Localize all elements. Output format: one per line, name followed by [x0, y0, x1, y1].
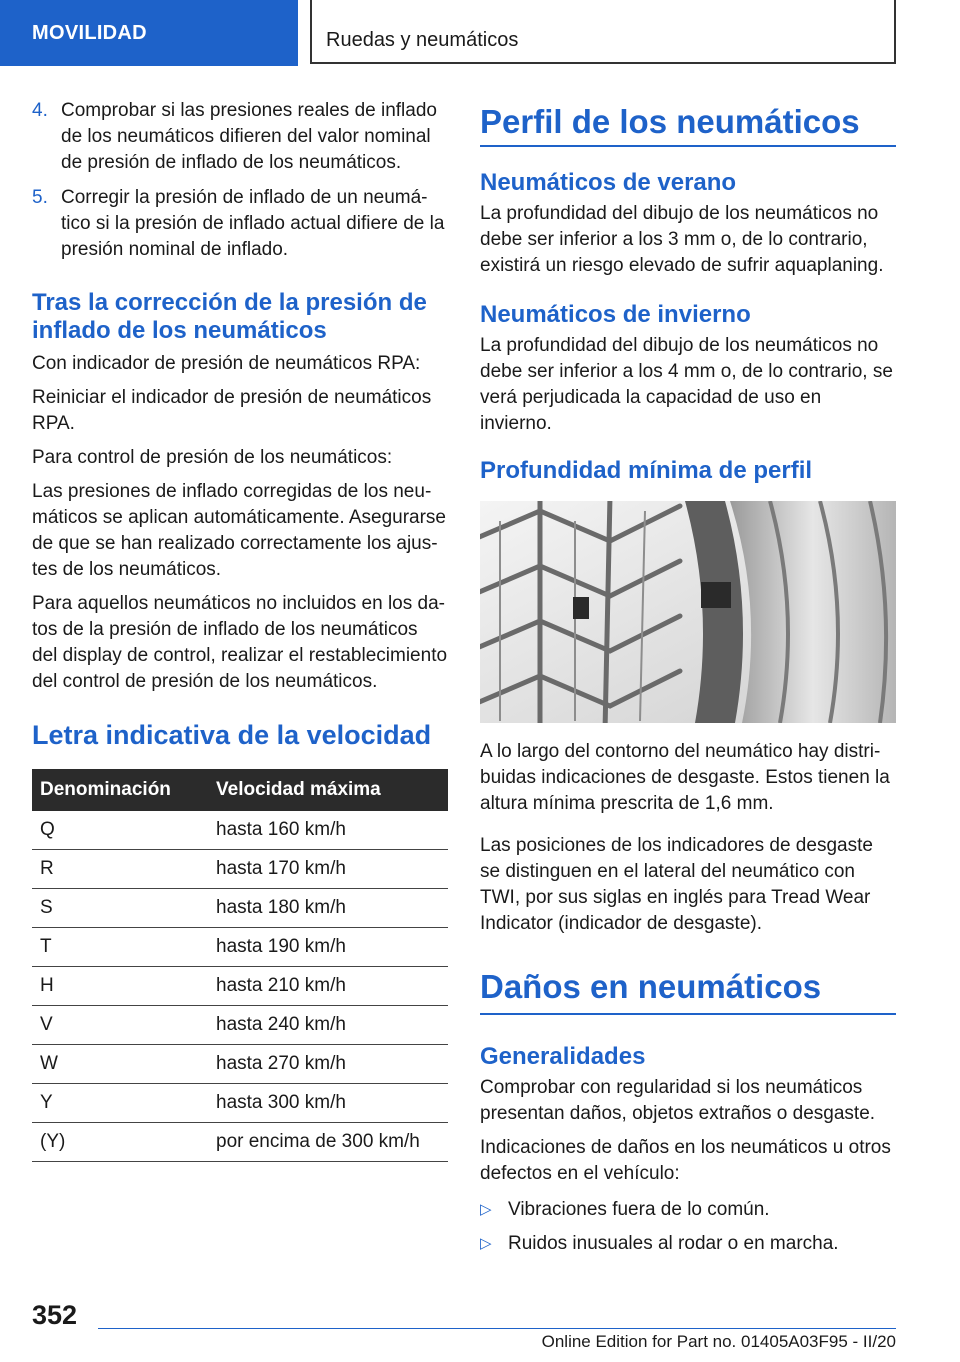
table-row [32, 1045, 448, 1084]
tire-tread-image [480, 501, 896, 723]
table-cell: V [32, 1006, 208, 1045]
title-rule [480, 145, 896, 147]
table-row [32, 928, 448, 967]
winter-text: La profundidad del dibujo de los neumáticos no debe ser inferior a los 4 mm o, de lo contrario, se verá perjudicada la capacidad de uso en invierno. [480, 335, 893, 434]
speed-table [32, 769, 448, 1162]
table-row [32, 1123, 448, 1162]
table-cell: R [32, 850, 208, 889]
summer-text: La profundidad del dibujo de los neumáticos no debe ser inferior a los 3 mm o, de lo contrario, existirá un riesgo elevado de sufrir aquaplaning. [480, 203, 884, 276]
step-number: 4. [32, 100, 48, 121]
table-cell: por encima de 300 km/h [208, 1123, 448, 1162]
general-text-2: Indicaciones de daños en los neumáticos u otros defectos en el vehículo: [480, 1137, 891, 1184]
min-depth-text-1: A lo largo del contorno del neumático hay distribuidas indicaciones de desgaste. Estos tienen la altura mínima prescrita de 1,6 mm. [480, 741, 890, 814]
general-heading: Generalidades [480, 1043, 646, 1070]
triangle-bullet-icon: ▷ [480, 1201, 492, 1218]
winter-heading: Neumáticos de invierno [480, 301, 751, 328]
summer-heading: Neumáticos de verano [480, 169, 737, 196]
paragraph: Reiniciar el indicador de presión de neumáticos RPA. [32, 387, 432, 434]
paragraph: Con indicador de presión de neumáticos RPA: [32, 353, 421, 374]
right-column [480, 102, 896, 1265]
table-row [32, 1084, 448, 1123]
table-cell: hasta 270 km/h [208, 1045, 448, 1084]
paragraph: Las presiones de inflado corregidas de los neumáticos se aplican automáticamente. Asegurarse de que se han realizado correctamente los ajustes de los neumáticos. [32, 481, 446, 580]
bullet-text: Ruidos inusuales al rodar o en marcha. [508, 1233, 839, 1254]
bullet-text: Vibraciones fuera de lo común. [508, 1199, 770, 1220]
column-header: Denominación [32, 769, 208, 811]
left-column [32, 98, 448, 1162]
paragraph: Para control de presión de los neumáticos: [32, 447, 393, 468]
table-cell: hasta 210 km/h [208, 967, 448, 1006]
step-text: Corregir la presión de inflado de un neumático si la presión de inflado actual difiere de la presión nominal de inflado. [61, 187, 445, 260]
table-cell: W [32, 1045, 208, 1084]
profile-title: Perfil de los neumáticos [480, 103, 860, 140]
table-cell: Y [32, 1084, 208, 1123]
step-item [32, 185, 448, 263]
chapter-title: Ruedas y neumáticos [310, 0, 896, 64]
min-depth-text-2: Las posiciones de los indicadores de desgaste se distinguen en el lateral del neumático con TWI, por sus siglas en inglés para Tread Wear Indicator (indicador de desgaste). [480, 835, 873, 934]
step-number: 5. [32, 187, 48, 208]
correction-heading: Tras la corrección de la presión de inflado de los neumáticos [32, 289, 427, 344]
table-cell: T [32, 928, 208, 967]
table-row [32, 850, 448, 889]
table-header-row [32, 769, 448, 811]
section-tab: MOVILIDAD [0, 0, 298, 66]
table-cell: hasta 170 km/h [208, 850, 448, 889]
step-item [32, 98, 448, 176]
title-rule [480, 1013, 896, 1015]
table-cell: hasta 190 km/h [208, 928, 448, 967]
table-cell: H [32, 967, 208, 1006]
page-number: 352 [32, 1300, 78, 1330]
general-text-1: Comprobar con regularidad si los neumáticos presentan daños, objetos extraños o desgaste. [480, 1077, 876, 1124]
page-header [0, 0, 960, 66]
triangle-bullet-icon: ▷ [480, 1235, 492, 1252]
wear-indicator-right [701, 582, 731, 608]
list-item [480, 1231, 896, 1257]
table-row [32, 1006, 448, 1045]
wear-indicator-left [573, 597, 589, 619]
table-row [32, 811, 448, 850]
table-row [32, 967, 448, 1006]
damage-title: Daños en neumáticos [480, 968, 822, 1005]
table-cell: hasta 180 km/h [208, 889, 448, 928]
table-cell: hasta 300 km/h [208, 1084, 448, 1123]
list-item [480, 1197, 896, 1223]
table-row [32, 889, 448, 928]
table-cell: (Y) [32, 1123, 208, 1162]
table-cell: hasta 160 km/h [208, 811, 448, 850]
speed-heading: Letra indicativa de la velocidad [32, 720, 432, 750]
column-header: Velocidad máxima [208, 769, 448, 811]
min-depth-heading: Profundidad mínima de perfil [480, 457, 813, 484]
edition-note: Online Edition for Part no. 01405A03F95 - II/20 [541, 1332, 896, 1351]
step-text: Comprobar si las presiones reales de inflado de los neumáticos difieren del valor nominal de presión de inflado de los neumáticos. [61, 100, 437, 173]
table-cell: Q [32, 811, 208, 850]
table-cell: S [32, 889, 208, 928]
footer-rule [98, 1328, 896, 1329]
paragraph: Para aquellos neumáticos no incluidos en los datos de la presión de inflado de los neumáticos del display de control, realizar el restablecimiento del control de presión de los neumáticos. [32, 593, 448, 692]
tire-tread-illustration [480, 501, 896, 723]
table-cell: hasta 240 km/h [208, 1006, 448, 1045]
